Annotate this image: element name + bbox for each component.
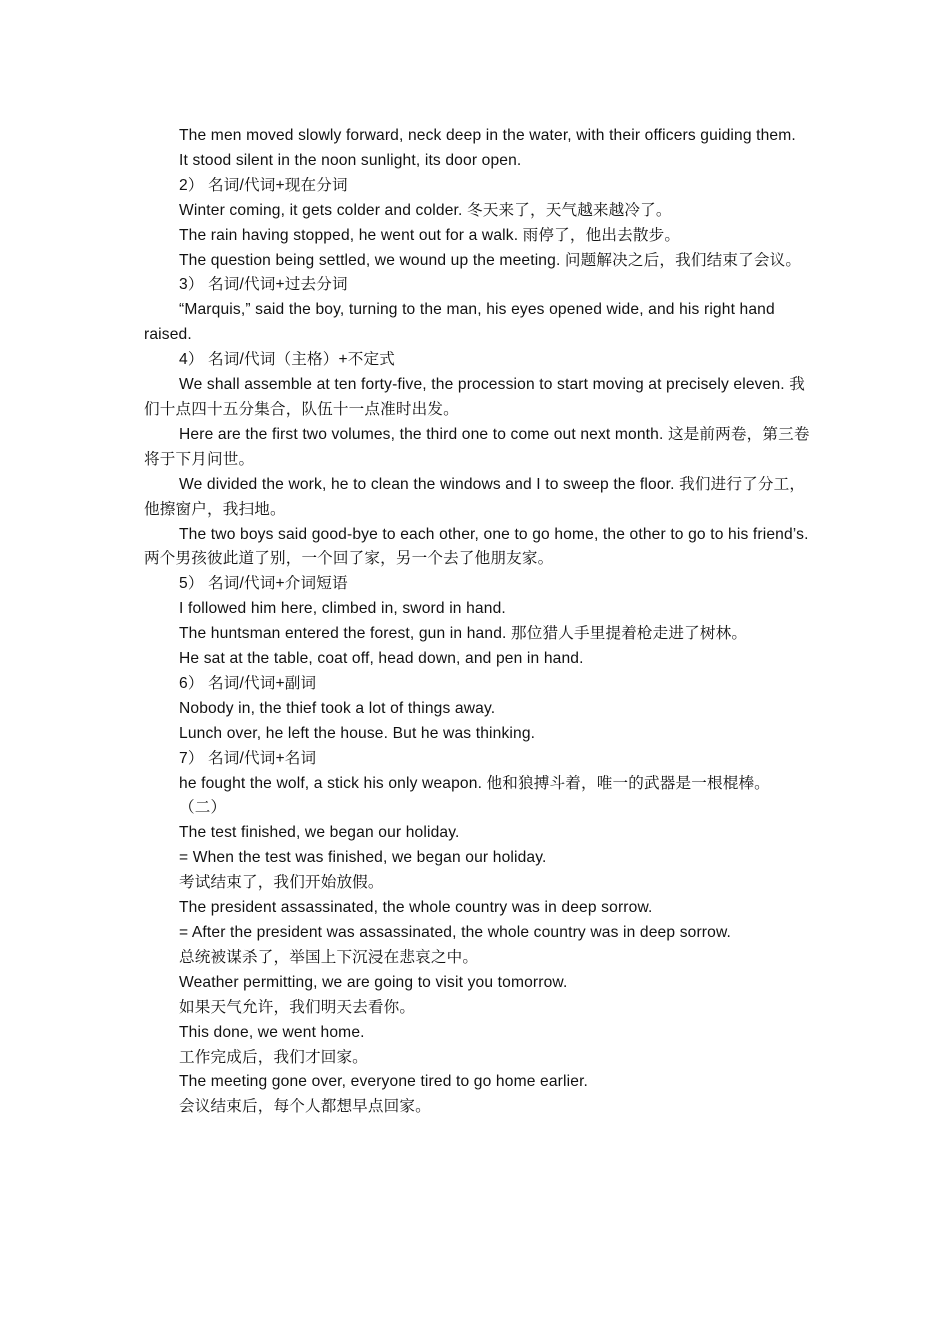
paragraph: The meeting gone over, everyone tired to go home earlier. [179,1073,589,1091]
paragraph: 总统被谋杀了，举国上下沉浸在悲哀之中。 [179,948,479,966]
section-heading: 6） 名词/代词+副词 [179,674,317,692]
paragraph: We divided the work, he to clean the windows and I to sweep the floor. 我们进行了分工，他擦窗户，我扫地。 [144,475,806,518]
paragraph: The men moved slowly forward, neck deep in the water, with their officers guiding them. [179,127,796,144]
paragraph: The huntsman entered the forest, gun in hand. 那位猎人手里提着枪走进了树林。 [179,625,748,643]
section-heading: 4） 名词/代词（主格）+不定式 [179,351,395,369]
paragraph: 工作完成后，我们才回家。 [179,1048,368,1066]
section-heading: 5） 名词/代词+介词短语 [179,575,348,593]
paragraph: The question being settled, we wound up the meeting. 问题解决之后，我们结束了会议。 [179,251,802,269]
paragraph: “Marquis,” said the boy, turning to the man, his eyes opened wide, and his right hand raised. [144,301,775,344]
paragraph: 考试结束了，我们开始放假。 [179,874,384,892]
paragraph: Winter coming, it gets colder and colder. 冬天来了，天气越来越冷了。 [179,201,672,219]
paragraph: Here are the first two volumes, the third one to come out next month. 这是前两卷，第三卷将于下月问世。 [144,425,810,468]
paragraph: The test finished, we began our holiday. [179,824,460,842]
paragraph: This done, we went home. [179,1023,365,1041]
paragraph: The two boys said good-bye to each other, one to go home, the other to go to his friend’s. 两个男孩彼此道了别，一个回了家，另一个去了他朋友家。 [144,525,809,568]
section-heading: （二） [179,799,227,817]
paragraph: he fought the wolf, a stick his only weapon. 他和狼搏斗着，唯一的武器是一根棍棒。 [179,774,770,792]
section-heading: 3） 名词/代词+过去分词 [179,276,348,294]
paragraph: Nobody in, the thief took a lot of things away. [179,699,496,717]
document-body [144,124,812,1120]
paragraph: The president assassinated, the whole country was in deep sorrow. [179,899,653,917]
paragraph: We shall assemble at ten forty-five, the procession to start moving at precisely eleven. 我们十点四十五分集合，队伍十一点准时出发。 [144,376,805,418]
paragraph: Lunch over, he left the house. But he was thinking. [179,724,536,742]
paragraph: He sat at the table, coat off, head down, and pen in hand. [179,650,584,668]
paragraph: 如果天气允许，我们明天去看你。 [179,998,416,1016]
section-heading: 2） 名词/代词+现在分词 [179,176,348,194]
paragraph: 会议结束后，每个人都想早点回家。 [179,1098,431,1116]
paragraph: The rain having stopped, he went out for a walk. 雨停了，他出去散步。 [179,226,681,244]
paragraph: I followed him here, climbed in, sword in hand. [179,600,506,618]
paragraph: It stood silent in the noon sunlight, its door open. [179,151,522,169]
paragraph: = When the test was finished, we began our holiday. [179,849,547,867]
section-heading: 7） 名词/代词+名词 [179,749,317,767]
paragraph: Weather permitting, we are going to visit you tomorrow. [179,973,568,991]
paragraph: = After the president was assassinated, the whole country was in deep sorrow. [179,924,732,941]
